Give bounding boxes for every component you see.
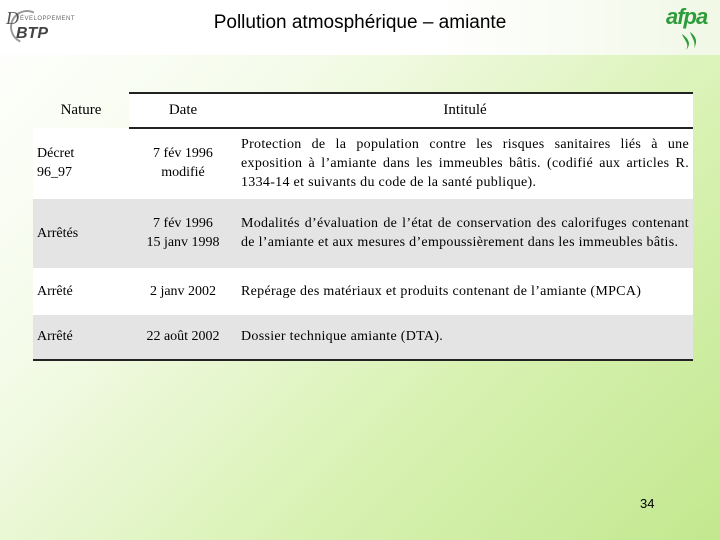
date-cell: 2 janv 2002: [129, 268, 237, 314]
header-intitule: Intitulé: [237, 93, 693, 128]
date-line: modifié: [161, 165, 205, 181]
header-nature: Nature: [60, 102, 102, 118]
afpa-leaf-icon: [662, 4, 712, 50]
afpa-logo-text: afpa: [666, 4, 708, 29]
table-row: [33, 128, 693, 198]
regulation-table: [33, 92, 693, 361]
intitule-cell: Dossier technique amiante (DTA).: [237, 314, 693, 360]
table-header-row: [33, 93, 693, 128]
page-title: Pollution atmosphérique – amiante: [213, 12, 507, 33]
logo-left-brand: BTP: [16, 25, 48, 42]
table-row: [33, 268, 693, 314]
intitule-cell: Modalités d’évaluation de l’état de conservation des calorifuges contenant de l’amiante et aux mesures d’empoussièrement dans les immeubles bâtis.: [237, 198, 693, 268]
date-cell: [129, 198, 237, 268]
table-row: [33, 198, 693, 268]
date-line: 7 fév 1996: [153, 146, 213, 162]
table-row: [33, 314, 693, 360]
date-line: 15 janv 1998: [146, 235, 220, 250]
nature-cell: Arrêté: [33, 314, 129, 360]
nature-line: 96_97: [37, 164, 72, 180]
logo-left-letter: D: [6, 8, 19, 28]
intitule-cell: Repérage des matériaux et produits contenant de l’amiante (MPCA): [237, 268, 693, 314]
date-line: 7 fév 1996: [153, 216, 213, 231]
nature-line: Décret: [37, 145, 75, 161]
nature-cell: Arrêté: [33, 268, 129, 314]
nature-cell: Arrêtés: [33, 198, 129, 268]
page-number: 34: [640, 496, 655, 511]
date-cell: [129, 128, 237, 198]
intitule-cell: Protection de la population contre les risques sanitaires liés à une exposition à l’amiante dans les immeubles bâtis. (codifié aux articles R. 1334-14 et suivants du code de la santé publique).: [237, 128, 693, 198]
logo-left-small: ÉVELOPPEMENT: [20, 16, 76, 22]
nature-cell: [33, 128, 129, 198]
afpa-logo: [662, 4, 712, 50]
header-date: Date: [129, 93, 237, 128]
date-cell: 22 août 2002: [129, 314, 237, 360]
